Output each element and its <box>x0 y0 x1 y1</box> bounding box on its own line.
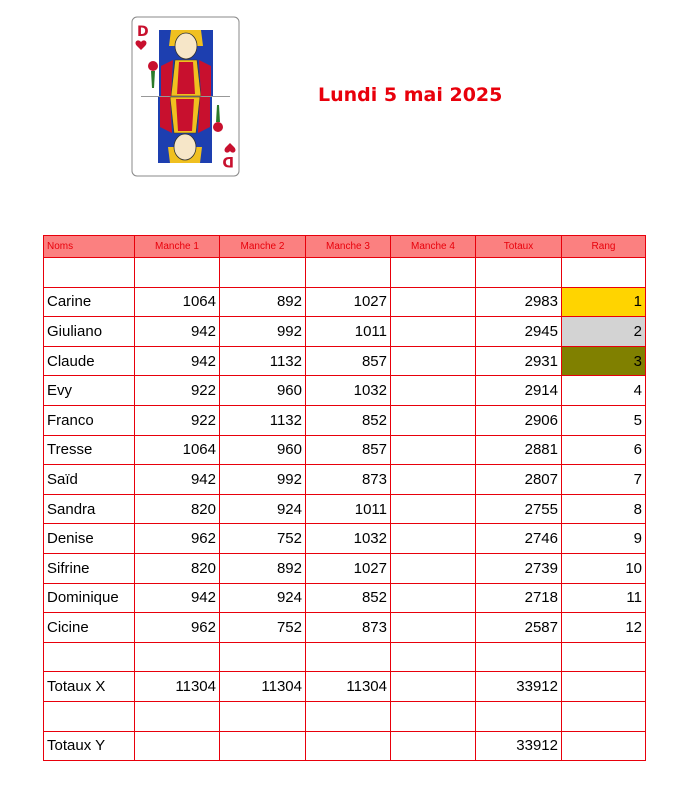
total-cell: 2931 <box>476 346 562 376</box>
totaux-x-row-cell: 11304 <box>220 672 306 702</box>
player-name: Sifrine <box>44 553 135 583</box>
player-name: Cicine <box>44 613 135 643</box>
manche-1-cell: 942 <box>135 346 220 376</box>
empty-cell <box>562 701 646 731</box>
player-name: Giuliano <box>44 317 135 347</box>
total-cell: 2746 <box>476 524 562 554</box>
manche-4-cell <box>391 494 476 524</box>
manche-1-cell: 942 <box>135 317 220 347</box>
empty-cell <box>44 642 135 672</box>
empty-row <box>44 258 646 288</box>
manche-1-cell: 922 <box>135 405 220 435</box>
rank-cell: 2 <box>562 317 646 347</box>
empty-cell <box>562 642 646 672</box>
empty-cell <box>476 701 562 731</box>
empty-cell <box>220 701 306 731</box>
total-cell: 2739 <box>476 553 562 583</box>
player-row <box>44 613 646 643</box>
manche-1-cell: 1064 <box>135 287 220 317</box>
empty-cell <box>391 701 476 731</box>
total-cell: 2906 <box>476 405 562 435</box>
manche-4-cell <box>391 405 476 435</box>
manche-3-cell: 857 <box>306 435 391 465</box>
manche-3-cell: 1032 <box>306 376 391 406</box>
rank-cell: 10 <box>562 553 646 583</box>
manche-3-cell: 1027 <box>306 553 391 583</box>
totaux-x-row-cell <box>562 672 646 702</box>
rank-cell: 8 <box>562 494 646 524</box>
total-cell: 2807 <box>476 465 562 495</box>
total-cell: 2881 <box>476 435 562 465</box>
manche-2-cell: 1132 <box>220 405 306 435</box>
player-row <box>44 346 646 376</box>
manche-2-cell: 1132 <box>220 346 306 376</box>
manche-1-cell: 1064 <box>135 435 220 465</box>
manche-4-cell <box>391 317 476 347</box>
empty-cell <box>220 642 306 672</box>
manche-3-cell: 873 <box>306 613 391 643</box>
manche-2-cell: 892 <box>220 553 306 583</box>
manche-1-cell: 820 <box>135 553 220 583</box>
total-cell: 2983 <box>476 287 562 317</box>
player-name: Saïd <box>44 465 135 495</box>
player-row <box>44 376 646 406</box>
manche-3-cell: 857 <box>306 346 391 376</box>
manche-1-cell: 820 <box>135 494 220 524</box>
manche-2-cell: 960 <box>220 376 306 406</box>
totaux-y-row-cell <box>135 731 220 761</box>
date-title: Lundi 5 mai 2025 <box>318 84 503 106</box>
totaux-x-row-label: Totaux X <box>44 672 135 702</box>
manche-2-cell: 960 <box>220 435 306 465</box>
totaux-y-row <box>44 731 646 761</box>
manche-2-cell: 752 <box>220 613 306 643</box>
player-row <box>44 405 646 435</box>
totaux-y-row-cell: 33912 <box>476 731 562 761</box>
player-name: Sandra <box>44 494 135 524</box>
total-cell: 2587 <box>476 613 562 643</box>
header-totaux: Totaux <box>476 236 562 258</box>
svg-text:D: D <box>222 153 234 169</box>
totaux-y-row-cell <box>220 731 306 761</box>
player-row <box>44 553 646 583</box>
manche-3-cell: 1011 <box>306 317 391 347</box>
header-noms: Noms <box>44 236 135 258</box>
empty-cell <box>391 642 476 672</box>
rank-cell: 11 <box>562 583 646 613</box>
manche-4-cell <box>391 524 476 554</box>
rank-cell: 3 <box>562 346 646 376</box>
empty-cell <box>44 701 135 731</box>
manche-2-cell: 892 <box>220 287 306 317</box>
manche-3-cell: 1032 <box>306 524 391 554</box>
player-name: Evy <box>44 376 135 406</box>
manche-4-cell <box>391 376 476 406</box>
manche-3-cell: 873 <box>306 465 391 495</box>
manche-1-cell: 942 <box>135 465 220 495</box>
empty-row <box>44 701 646 731</box>
empty-cell <box>306 701 391 731</box>
rank-cell: 7 <box>562 465 646 495</box>
rank-cell: 4 <box>562 376 646 406</box>
player-row <box>44 494 646 524</box>
header-rang: Rang <box>562 236 646 258</box>
total-cell: 2755 <box>476 494 562 524</box>
player-row <box>44 287 646 317</box>
player-name: Dominique <box>44 583 135 613</box>
totaux-y-row-cell <box>306 731 391 761</box>
totaux-x-row-cell: 33912 <box>476 672 562 702</box>
player-name: Tresse <box>44 435 135 465</box>
header-manche-1: Manche 1 <box>135 236 220 258</box>
total-cell: 2945 <box>476 317 562 347</box>
totaux-x-row-cell: 11304 <box>306 672 391 702</box>
svg-text:D: D <box>137 24 149 40</box>
manche-1-cell: 922 <box>135 376 220 406</box>
manche-4-cell <box>391 465 476 495</box>
manche-2-cell: 752 <box>220 524 306 554</box>
player-row <box>44 583 646 613</box>
empty-cell <box>306 642 391 672</box>
empty-cell <box>135 642 220 672</box>
manche-2-cell: 924 <box>220 494 306 524</box>
totaux-y-row-cell <box>562 731 646 761</box>
header-manche-3: Manche 3 <box>306 236 391 258</box>
manche-2-cell: 992 <box>220 317 306 347</box>
empty-cell <box>476 642 562 672</box>
totaux-x-row-cell: 11304 <box>135 672 220 702</box>
player-name: Denise <box>44 524 135 554</box>
player-name: Franco <box>44 405 135 435</box>
manche-1-cell: 962 <box>135 524 220 554</box>
manche-4-cell <box>391 287 476 317</box>
empty-cell <box>135 701 220 731</box>
rank-cell: 5 <box>562 405 646 435</box>
manche-4-cell <box>391 583 476 613</box>
header-manche-4: Manche 4 <box>391 236 476 258</box>
manche-4-cell <box>391 346 476 376</box>
player-row <box>44 317 646 347</box>
manche-1-cell: 962 <box>135 613 220 643</box>
empty-row <box>44 642 646 672</box>
manche-1-cell: 942 <box>135 583 220 613</box>
manche-2-cell: 924 <box>220 583 306 613</box>
header-row <box>44 236 646 258</box>
manche-3-cell: 1027 <box>306 287 391 317</box>
queen-of-hearts-card-icon <box>131 16 240 177</box>
player-row <box>44 435 646 465</box>
player-row <box>44 524 646 554</box>
manche-4-cell <box>391 435 476 465</box>
totaux-x-row-cell <box>391 672 476 702</box>
manche-4-cell <box>391 553 476 583</box>
manche-3-cell: 852 <box>306 583 391 613</box>
manche-4-cell <box>391 613 476 643</box>
player-name: Claude <box>44 346 135 376</box>
rank-cell: 9 <box>562 524 646 554</box>
player-name: Carine <box>44 287 135 317</box>
totaux-y-row-cell <box>391 731 476 761</box>
manche-3-cell: 1011 <box>306 494 391 524</box>
rank-cell: 12 <box>562 613 646 643</box>
total-cell: 2718 <box>476 583 562 613</box>
manche-3-cell: 852 <box>306 405 391 435</box>
manche-2-cell: 992 <box>220 465 306 495</box>
score-table <box>43 235 646 761</box>
rank-cell: 6 <box>562 435 646 465</box>
total-cell: 2914 <box>476 376 562 406</box>
totaux-y-row-label: Totaux Y <box>44 731 135 761</box>
header-manche-2: Manche 2 <box>220 236 306 258</box>
player-row <box>44 465 646 495</box>
totaux-x-row <box>44 672 646 702</box>
rank-cell: 1 <box>562 287 646 317</box>
